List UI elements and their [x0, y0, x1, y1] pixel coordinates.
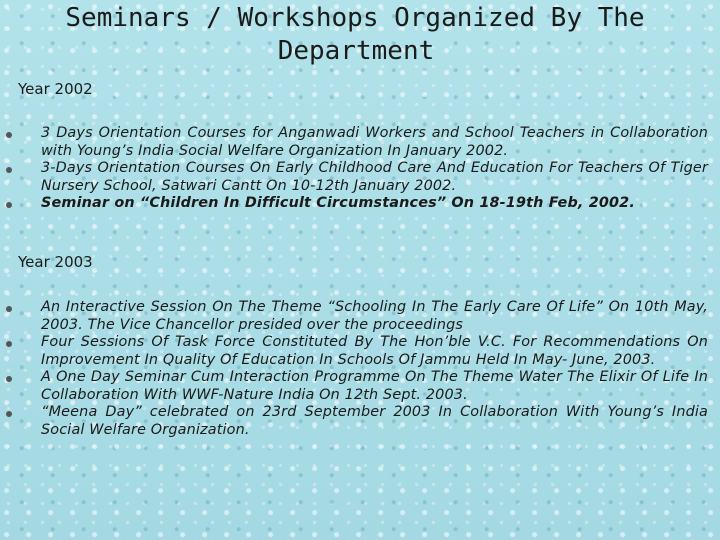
list-item-text: “Meena Day” celebrated on 23rd September 2003 In Collaboration With Young’s India Social Welfare Organization. — [41, 404, 708, 438]
page-title-line-2: Department — [277, 36, 435, 66]
list-item — [0, 334, 720, 369]
bullet-icon — [6, 411, 12, 417]
bullet-icon — [6, 132, 12, 138]
bullet-icon — [6, 202, 12, 208]
list-item-text: 3-Days Orientation Courses On Early Childhood Care And Education For Teachers Of Tiger Nursery School, Satwari Cantt On 10-12th January 2002. — [41, 160, 708, 194]
list-item-text: An Interactive Session On The Theme “Schooling In The Early Care Of Life” On 10th May, 2003. The Vice Chancellor presided over the proceedings — [41, 299, 708, 333]
section-heading-2003: Year 2003 — [18, 253, 93, 271]
bullet-icon — [6, 306, 12, 312]
bullet-icon — [6, 167, 12, 173]
section-list-2002 — [0, 125, 720, 213]
list-item-text: Seminar on “Children In Difficult Circumstances” On 18-19th Feb, 2002. — [41, 195, 635, 211]
list-item-text: Four Sessions Of Task Force Constituted By The Hon’ble V.C. For Recommendations On Improvement In Quality Of Education In Schools Of Jammu Held In May- June, 2003. — [41, 334, 708, 368]
bullet-icon — [6, 341, 12, 347]
section-heading-2002: Year 2002 — [18, 80, 93, 98]
page-title — [0, 2, 720, 68]
list-item — [0, 160, 720, 195]
list-item — [0, 125, 720, 160]
list-item — [0, 195, 720, 213]
list-item — [0, 299, 720, 334]
bullet-icon — [6, 376, 12, 382]
list-item-text: 3 Days Orientation Courses for Anganwadi Workers and School Teachers in Collaboration with Young’s India Social Welfare Organization In January 2002. — [41, 125, 708, 159]
section-list-2003 — [0, 299, 720, 439]
page-title-line-1: Seminars / Workshops Organized By The — [65, 3, 645, 33]
list-item-text: A One Day Seminar Cum Interaction Programme On The Theme Water The Elixir Of Life In Collaboration With WWF-Nature India On 12th Sept. 2003. — [41, 369, 708, 403]
list-item — [0, 404, 720, 439]
list-item — [0, 369, 720, 404]
